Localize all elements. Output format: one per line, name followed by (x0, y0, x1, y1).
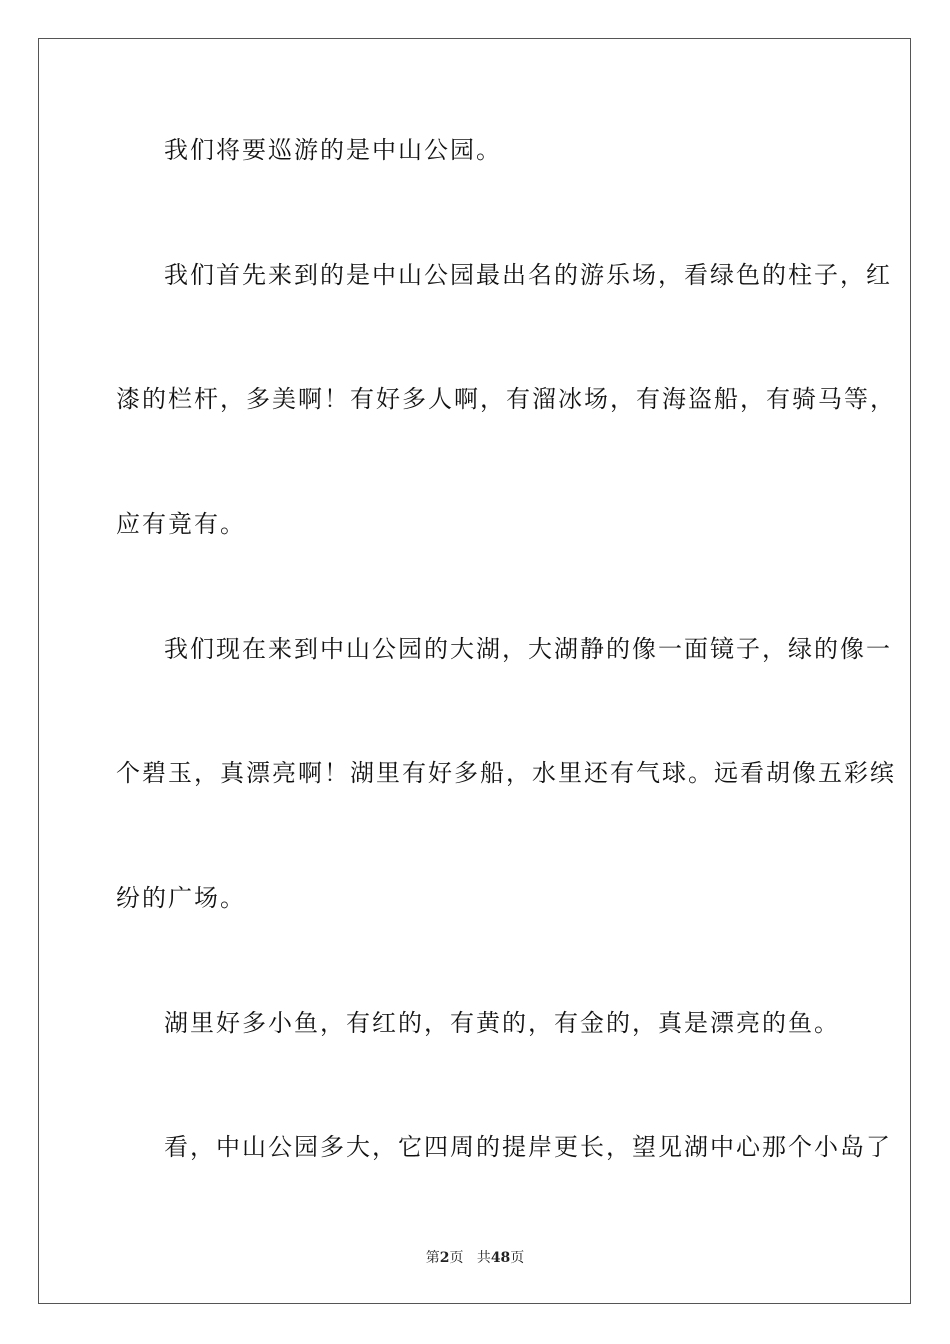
text-line-6: 个碧玉，真漂亮啊！湖里有好多船，水里还有气球。远看胡像五彩缤 (116, 759, 896, 787)
text-line-2: 我们首先来到的是中山公园最出名的游乐场，看绿色的柱子，红 (164, 261, 892, 289)
text-line-8: 湖里好多小鱼，有红的，有黄的，有金的，真是漂亮的鱼。 (164, 1009, 840, 1037)
footer-total-prefix: 共 (476, 1250, 491, 1266)
text-line-5: 我们现在来到中山公园的大湖，大湖静的像一面镜子，绿的像一 (164, 635, 892, 663)
footer-page-suffix: 页 (449, 1250, 464, 1266)
footer-total-suffix: 页 (510, 1250, 525, 1266)
footer-page-number: 2 (439, 1250, 450, 1266)
page-footer (0, 1247, 950, 1267)
text-line-4: 应有竟有。 (116, 510, 246, 538)
page-border (38, 38, 911, 1304)
text-line-9: 看，中山公园多大，它四周的提岸更长，望见湖中心那个小岛了 (164, 1133, 892, 1161)
text-line-3: 漆的栏杆，多美啊！有好多人啊，有溜冰场，有海盗船，有骑马等， (116, 385, 896, 413)
footer-total-pages: 48 (490, 1250, 511, 1266)
text-line-1: 我们将要巡游的是中山公园。 (164, 136, 502, 164)
text-line-7: 纷的广场。 (116, 884, 246, 912)
footer-page-prefix: 第 (425, 1250, 440, 1266)
